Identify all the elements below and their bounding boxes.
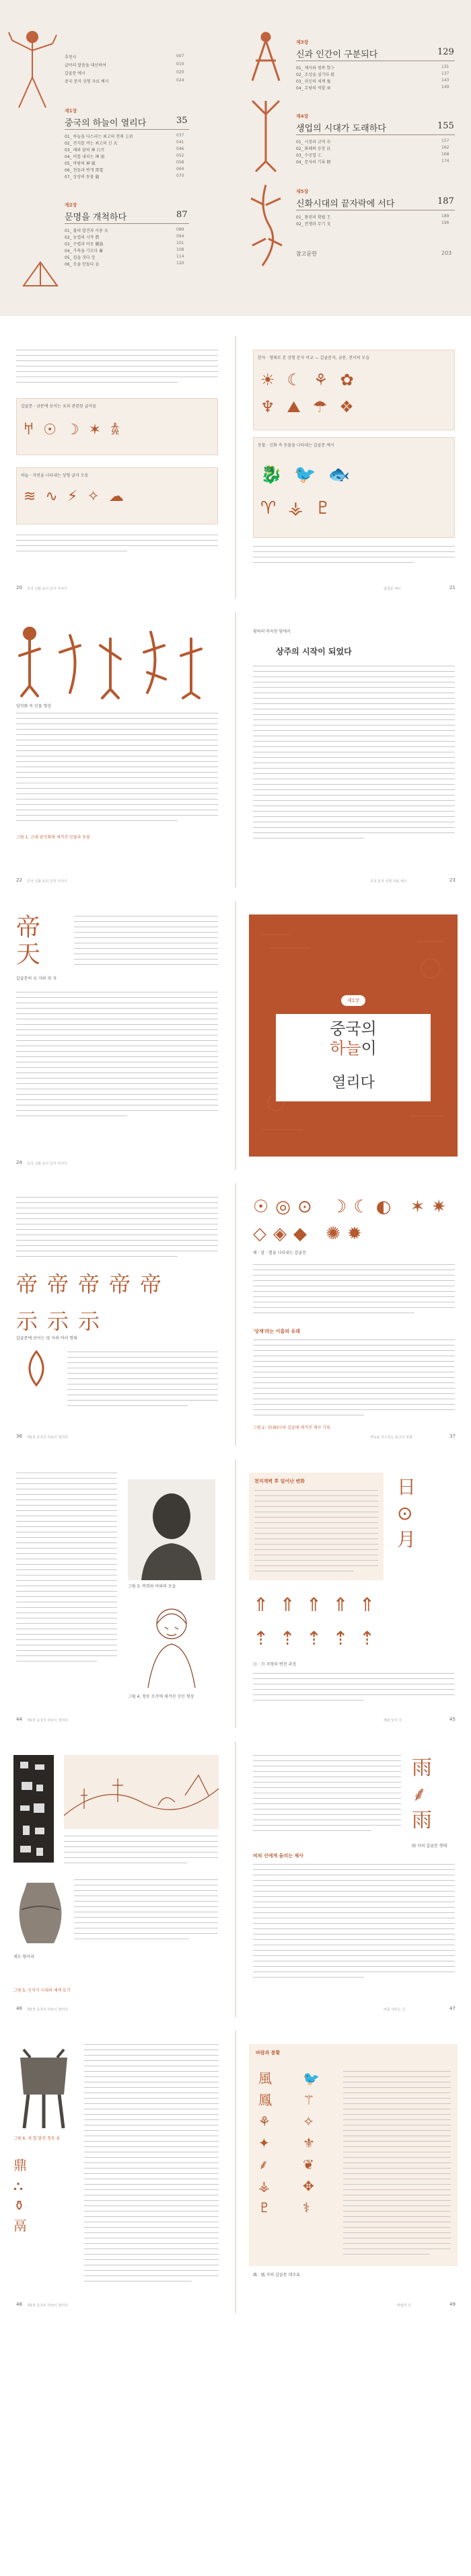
glyph-figure-box xyxy=(253,437,455,538)
toc-sub-label[interactable]: 05_ 집을 짓다 宅 xyxy=(65,256,96,260)
spread-46-47 xyxy=(0,1742,471,2017)
body-text xyxy=(16,350,218,387)
page-46 xyxy=(0,1742,236,2017)
chapter-page: 155 xyxy=(437,121,454,131)
spread-44-45 xyxy=(0,1459,471,1728)
landscape-engraving-illustration xyxy=(64,1755,219,1829)
page-20 xyxy=(0,336,236,598)
references-link[interactable]: 참고문헌 xyxy=(296,251,317,257)
folio: 20 xyxy=(16,585,22,590)
running-head: 중국 신화 속의 글자 이야기 xyxy=(27,587,67,591)
chapter-page: 129 xyxy=(437,47,454,57)
toc-item-page: 020 xyxy=(176,70,184,75)
toc-item-page: 010 xyxy=(176,62,184,67)
glyph-column: 鼎 ⛬ ⚱ 鬲 xyxy=(13,2157,27,2234)
glyph-figure-box xyxy=(253,350,455,430)
toc-right-page xyxy=(236,0,471,316)
toc-sub-page: 041 xyxy=(176,140,184,145)
glyph-row: ♈⚶♇ xyxy=(260,498,343,518)
toc-sub-label[interactable]: 04_ 비를 내리는 神 雨 xyxy=(65,155,105,159)
page-22 xyxy=(0,612,236,888)
figure-caption: 그림 6. 세 발 달린 청동 솥 xyxy=(13,2136,61,2141)
toc-sub-label[interactable]: 04_ 무당의 역할 巫 xyxy=(296,86,331,91)
toc-sub-label[interactable]: 01_ 왕권의 확립 王 xyxy=(296,215,331,220)
running-head: 제1장 중국의 하늘이 열리다 xyxy=(27,1719,69,1723)
chapter-title-line3: 열리다 xyxy=(276,1075,431,1101)
body-text xyxy=(74,916,218,970)
toc-sub-page: 189 xyxy=(441,214,449,219)
chapter-title[interactable]: 신화시대의 끝자락에 서다 xyxy=(296,199,395,209)
figure-caption: 채도 항아리 xyxy=(13,1955,34,1959)
spread-36-37 xyxy=(0,1183,471,1446)
chapter-tag: 제3장 xyxy=(296,40,309,45)
toc-sub-page: 089 xyxy=(176,227,184,232)
folio: 22 xyxy=(16,877,22,883)
figure-caption: 갑골문의 天 자와 帝 자 xyxy=(16,976,57,981)
body-text xyxy=(16,535,218,556)
dancer-figure-illustration xyxy=(5,27,59,114)
folio: 36 xyxy=(16,1434,22,1439)
toc-sub-page: 196 xyxy=(441,221,449,225)
toc-sub-page: 143 xyxy=(441,78,449,83)
sidebar-text xyxy=(254,1490,378,1576)
comparison-table-box xyxy=(249,2044,458,2266)
toc-sub-page: 114 xyxy=(176,254,184,259)
page-36 xyxy=(0,1183,236,1446)
figure-caption: 日 · 月 자형의 변천 과정 xyxy=(253,1662,297,1667)
glyph-row: ♆⛰☂❖ xyxy=(260,397,366,416)
divider xyxy=(296,134,455,135)
page-23 xyxy=(236,612,471,888)
toc-sub-label[interactable]: 02_ 화폐의 등장 貝 xyxy=(296,147,331,151)
chapter-title[interactable]: 문명을 개척하다 xyxy=(65,212,127,223)
chapter-opener-panel xyxy=(249,914,458,1157)
running-head: 중국 신화 속의 글자 이야기 xyxy=(27,880,67,884)
divider xyxy=(65,129,189,130)
page-45 xyxy=(236,1459,471,1728)
folio: 48 xyxy=(16,2302,22,2307)
glyph-row: ☉◎⊙ ☽☾◐ ✶✷ xyxy=(253,1197,454,1217)
body-text xyxy=(16,713,218,826)
page-49 xyxy=(236,2031,471,2313)
toc-sub-label[interactable]: 07_ 상상의 동물 龍 xyxy=(65,175,100,180)
body-text xyxy=(16,992,218,1121)
chapter-page: 35 xyxy=(176,116,188,126)
page-24 xyxy=(0,901,236,1170)
sidebar-title: 바람과 봉황 xyxy=(256,2050,281,2056)
toc-item-label: 글머리 말씀을 대신하여 xyxy=(65,63,106,68)
chapter-title-particle: 이 xyxy=(361,1038,377,1058)
running-head: 하늘을 다스리는 최고의 천제 xyxy=(370,1436,412,1440)
toc-sub-page: 168 xyxy=(441,152,449,157)
toc-sub-page: 037 xyxy=(176,133,184,138)
toc-sub-label[interactable]: 01_ 시장과 교역 市 xyxy=(296,140,331,145)
bird-figure-illustration xyxy=(246,27,286,87)
body-text xyxy=(253,1339,455,1420)
glyph-column: 日 ⊙ 月 xyxy=(397,1476,416,1551)
folio: 24 xyxy=(16,1160,22,1165)
body-text xyxy=(253,1264,455,1318)
folio: 23 xyxy=(449,877,456,883)
toc-sub-label[interactable]: 04_ 가축을 기르다 畜 xyxy=(65,249,104,253)
running-head: 갑골문 예시 xyxy=(384,587,401,591)
chapter-tag: 제2장 xyxy=(65,202,77,208)
toc-item-label: 추천사 xyxy=(65,55,77,60)
sidebar-title: 천지개벽 후 일어난 변화 xyxy=(254,1479,305,1484)
folio: 21 xyxy=(449,585,456,590)
toc-sub-label[interactable]: 02_ 농업의 시작 農 xyxy=(65,235,100,240)
folio: 44 xyxy=(16,1717,22,1722)
body-text xyxy=(253,1673,455,1705)
toc-sub-page: 157 xyxy=(441,139,449,143)
page-48 xyxy=(0,2031,236,2313)
glyph-row: ⇡⇡⇡⇡⇡ xyxy=(253,1627,386,1649)
figure-caption: 그림 3. 복희와 여와의 모습 xyxy=(128,1584,176,1589)
page-37 xyxy=(236,1183,471,1446)
running-head: 해와 달의 신 xyxy=(384,1719,402,1723)
toc-sub-label[interactable]: 01_ 불의 발견과 사용 火 xyxy=(65,229,108,233)
toc-sub-label[interactable]: 05_ 바람의 神 風 xyxy=(65,161,96,166)
toc-left-page xyxy=(0,0,236,316)
chapter-title[interactable]: 중국의 하늘이 열리다 xyxy=(65,118,147,128)
glyph-figure-box xyxy=(16,467,218,524)
toc-sub-page: 052 xyxy=(176,153,184,158)
body-text xyxy=(253,1755,401,1836)
figure-caption: 風 · 鳳 자의 갑골문 대조표 xyxy=(253,2273,300,2277)
chapter-tag: 제4장 xyxy=(296,114,309,119)
toc-sub-label[interactable]: 01_ 제사와 점복 祭卜 xyxy=(296,66,335,71)
chapter-title-line1: 중국의 xyxy=(330,1019,377,1038)
deer-figure-illustration xyxy=(246,94,286,175)
glyph-row: 帝帝帝帝帝 xyxy=(16,1272,172,1297)
page-21 xyxy=(236,336,471,598)
toc-sub-page: 137 xyxy=(441,71,449,76)
body-text xyxy=(84,2044,219,2286)
toc-sub-page: 101 xyxy=(176,241,184,245)
folio: 37 xyxy=(449,1434,456,1439)
subheading: '상제'라는 이름의 유래 xyxy=(253,1329,301,1334)
toc-sub-label[interactable]: 03_ 해와 달의 神 日月 xyxy=(65,148,105,153)
toc-sub-page: 174 xyxy=(441,159,449,163)
sidebar-text xyxy=(343,2071,451,2259)
folio: 45 xyxy=(449,1717,456,1722)
folio: 47 xyxy=(449,2006,456,2011)
figure-caption: 암각화 속 인물 형상 xyxy=(16,704,52,709)
toc-sub-page: 120 xyxy=(176,261,184,266)
glyph-column: 帝 天 xyxy=(16,914,41,968)
body-text xyxy=(253,1864,455,1982)
body-text xyxy=(253,666,455,843)
chapter-title[interactable]: 생업의 시대가 도래하다 xyxy=(296,124,386,134)
toc-item-page: 007 xyxy=(176,54,184,58)
toc-sub-page: 131 xyxy=(441,65,449,69)
vertical-inscription-illustration xyxy=(13,1755,54,1863)
section-heading: 상주의 시작이 되었다 xyxy=(276,647,352,656)
toc-sub-label[interactable]: 06_ 옷을 만들다 衣 xyxy=(65,262,100,267)
running-head: 제1장 중국의 하늘이 열리다 xyxy=(27,2008,69,2012)
running-head: 바람의 신 xyxy=(397,2304,411,2308)
small-figure-illustration xyxy=(20,256,61,289)
spread-24-25 xyxy=(0,901,471,1170)
glyph-row: ☀☾⚘✿ xyxy=(260,370,366,389)
figure-caption: 동물 · 신화 속 동물을 나타내는 갑골문 예시 xyxy=(258,443,334,448)
glyph-column: 風 鳳 ⚘ ✦ ⸙ ⚶ ♇ xyxy=(258,2070,272,2216)
glyph-row: 示示示 xyxy=(16,1309,110,1334)
figure-caption: 그림 2. 상(商)나라 갑골에 새겨진 제사 기록 xyxy=(253,1426,330,1430)
lizard-figure-illustration xyxy=(246,182,286,269)
page-44 xyxy=(0,1459,236,1728)
chapter-tag: 제1장 xyxy=(65,108,77,114)
body-text xyxy=(16,1473,117,1666)
toc-item-page: 024 xyxy=(176,78,184,83)
chapter-badge: 제1장 xyxy=(341,995,365,1006)
figure-caption: 갑골문에 보이는 帝 자의 여러 형태 xyxy=(16,1336,77,1341)
toc-sub-page: 108 xyxy=(176,247,184,252)
folio: 49 xyxy=(449,2302,456,2307)
running-head: 중국 신화 속의 글자 이야기 xyxy=(27,1162,67,1166)
engraved-figure-illustration xyxy=(128,1597,215,1691)
toc-sub-label[interactable]: 02_ 전쟁과 무기 戈 xyxy=(296,222,331,227)
body-text xyxy=(67,1352,218,1411)
body-text xyxy=(253,546,455,568)
glyph-row: ◇◈◆ ✺✹ xyxy=(253,1224,369,1244)
glyph-figure-box xyxy=(16,398,218,455)
toc-sub-page: 046 xyxy=(176,147,184,151)
running-head: 제1장 중국의 하늘이 열리다 xyxy=(27,2304,69,2308)
figure-caption: 갑골문 · 금문에 보이는 天과 관련된 글자들 xyxy=(21,404,97,409)
body-text xyxy=(64,1836,218,1868)
figure-caption: 해 · 달 · 별을 나타내는 갑골문 xyxy=(253,1251,307,1255)
references-page: 203 xyxy=(441,250,452,256)
glyph-row: ⇑⇑⇑⇑⇑ xyxy=(253,1594,386,1616)
bronze-tripod-illustration xyxy=(13,2044,74,2132)
toc-sub-label[interactable]: 03_ 수공업 工 xyxy=(296,153,322,158)
intro-text: 황하의 비옥한 땅에서 xyxy=(253,629,291,634)
glyph-column: 雨 ⸙ 雨 xyxy=(412,1756,432,1832)
toc-sub-label[interactable]: 06_ 천둥과 번개 雷電 xyxy=(65,168,104,173)
toc-sub-label[interactable]: 01_ 하늘을 다스리는 최고의 천제 上帝 xyxy=(65,134,133,139)
spread-22-23 xyxy=(0,612,471,888)
running-head: 제1장 중국의 하늘이 열리다 xyxy=(27,1436,69,1440)
toc-sub-page: 162 xyxy=(441,145,449,150)
body-text xyxy=(74,1879,218,1944)
body-text xyxy=(253,628,455,638)
rock-art-figures-illustration xyxy=(16,625,218,699)
subheading: 비의 신에게 올리는 제사 xyxy=(253,1853,303,1859)
chapter-title[interactable]: 신과 인간이 구분되다 xyxy=(296,50,378,60)
page-47 xyxy=(236,1742,471,2017)
spread-20-21 xyxy=(0,336,471,598)
toc-sub-label[interactable]: 04_ 문자의 기록 冊 xyxy=(296,160,331,165)
toc-sub-page: 058 xyxy=(176,160,184,165)
toc-sub-page: 094 xyxy=(176,234,184,239)
running-head: 중국 문자 상형 자료 예시 xyxy=(370,880,407,884)
toc-sub-label[interactable]: 03_ 수렵과 어로 獵漁 xyxy=(65,242,104,247)
chapter-page: 187 xyxy=(437,196,454,206)
glyph-column: 🐦 ⚚ ✧ ⚜ ❦ ✥ ⚕ xyxy=(303,2070,320,2216)
figure-caption: 그림 4. 청동 조각에 새겨진 신인 형상 xyxy=(128,1694,194,1699)
body-text xyxy=(16,1197,218,1261)
painted-pottery-illustration xyxy=(13,1876,67,1950)
figure-caption: 雨 자의 갑골문 형태 xyxy=(412,1844,447,1848)
glyph-row: 🐉🐦🐟 xyxy=(260,465,363,485)
toc-item-label: 갑골문 예시 xyxy=(65,71,85,76)
spread-48-49 xyxy=(0,2031,471,2313)
toc-sub-label[interactable]: 02_ 조상을 섬기다 祖 xyxy=(296,73,335,77)
toc-sub-label[interactable]: 02_ 천지를 여는 최고의 신 天 xyxy=(65,141,118,146)
glyph-row: ≋∿⚡✧☁ xyxy=(24,488,133,505)
toc-sub-page: 149 xyxy=(441,85,449,89)
sidebar-box xyxy=(249,1473,384,1580)
chapter-title-box xyxy=(276,1014,431,1075)
bust-sculpture-illustration xyxy=(128,1479,215,1580)
running-head: 비를 내리는 신 xyxy=(384,2008,406,2012)
figure-caption: 그림 1. 고대 암각화에 새겨진 인물과 동물 xyxy=(16,835,90,840)
toc-spread xyxy=(0,0,471,316)
flame-glyph-illustration xyxy=(16,1348,57,1389)
chapter-title-line2 xyxy=(276,1039,431,1058)
folio: 46 xyxy=(16,2006,22,2011)
figure-caption: 한자 · 형태로 본 상형 문자 비교 — 갑골문자, 금문, 전서의 모습 xyxy=(258,356,370,360)
toc-item-label: 중국 문자 상형 자료 예시 xyxy=(65,79,109,84)
figure-caption: 하늘 · 자연을 나타내는 상형 글자 모음 xyxy=(21,473,89,478)
page-25-chapter-opener xyxy=(236,901,471,1170)
chapter-page: 87 xyxy=(176,210,188,220)
toc-sub-page: 064 xyxy=(176,167,184,171)
glyph-row: 𐀀☉☽✶𖠋 xyxy=(24,422,129,438)
divider xyxy=(65,223,189,224)
chapter-tag: 제5장 xyxy=(296,189,309,194)
chapter-title-accent: 하늘 xyxy=(330,1038,361,1058)
figure-caption: 그림 5. 신석기 시대의 채색 토기 xyxy=(13,1988,71,1993)
toc-sub-page: 070 xyxy=(176,173,184,178)
toc-sub-label[interactable]: 03_ 귀신의 세계 鬼 xyxy=(296,79,331,84)
